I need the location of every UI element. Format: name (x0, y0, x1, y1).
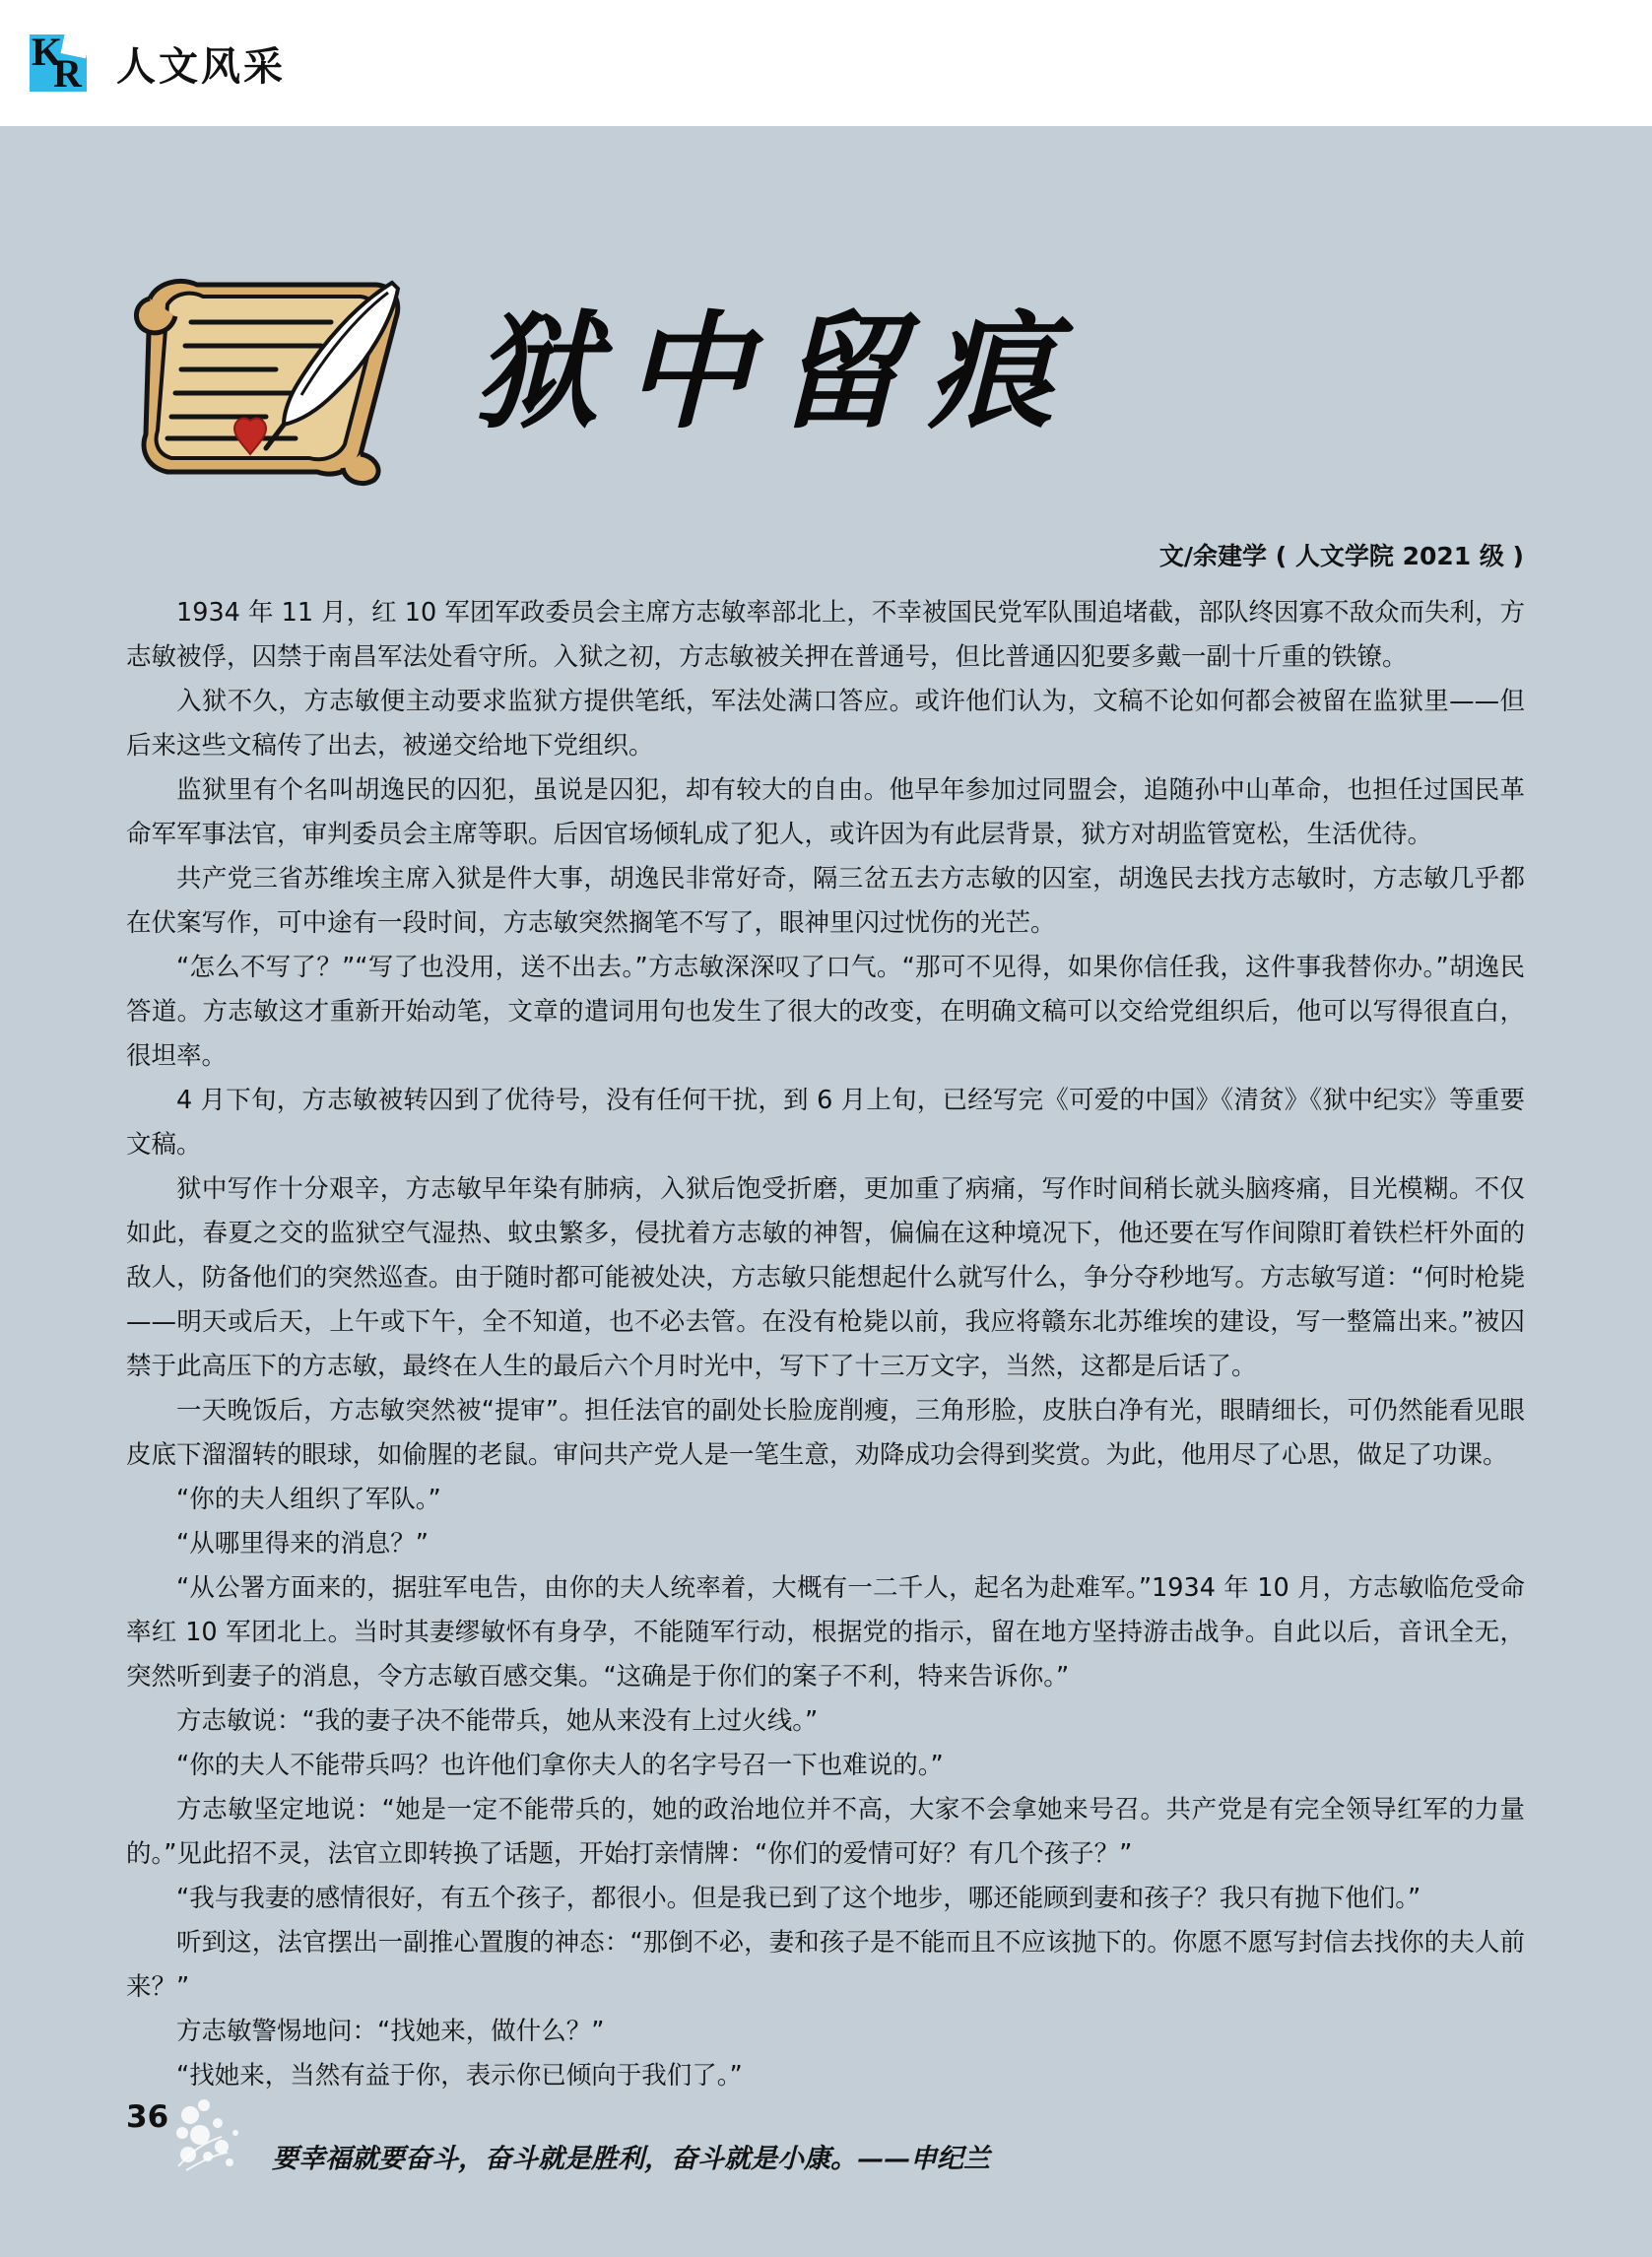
paragraph: 狱中写作十分艰辛，方志敏早年染有肺病，入狱后饱受折磨，更加重了病痛，写作时间稍长就头脑疼痛，目光模糊。不仅如此，春夏之交的监狱空气湿热、蚊虫繁多，侵扰着方志敏的神智，偏偏在这种境况下，他还要在写作间隙盯着铁栏杆外面的敌人，防备他们的突然巡查。由于随时都可能被处决，方志敏只能想起什么就写什么，争分夺秒地写。方志敏写道：“何时枪毙——明天或后天，上午或下午，全不知道，也不必去管。在没有枪毙以前，我应将赣东北苏维埃的建设，写一整篇出来。”被囚禁于此高压下的方志敏，最终在人生的最后六个月时光中，写下了十三万文字，当然，这都是后话了。 (126, 1174, 1525, 1381)
article-body (126, 591, 1525, 2098)
footer-quote: 要幸福就要奋斗，奋斗就是胜利，奋斗就是小康。——申纪兰 (272, 2144, 990, 2174)
paragraph: “你的夫人组织了军队。” (176, 1485, 441, 1514)
paragraph: 监狱里有个名叫胡逸民的囚犯，虽说是囚犯，却有较大的自由。他早年参加过同盟会，追随孙中山革命，也担任过国民革命军军事法官，审判委员会主席等职。后因官场倾轧成了犯人，或许因为有此层背景，狱方对胡监管宽松，生活优待。 (126, 775, 1525, 849)
paragraph: “我与我妻的感情很好，有五个孩子，都很小。但是我已到了这个地步，哪还能顾到妻和孩子？我只有抛下他们。” (176, 1884, 1421, 1913)
paragraph: 方志敏说：“我的妻子决不能带兵，她从来没有上过火线。” (176, 1706, 819, 1736)
paragraph: 听到这，法官摆出一副推心置腹的神态：“那倒不必，妻和孩子是不能而且不应该抛下的。你愿不愿写封信去找你的夫人前来？” (126, 1928, 1525, 2002)
page-title: 狱中留痕 (473, 299, 1081, 446)
floral-ornament-icon (170, 2093, 255, 2178)
page-header (0, 0, 1652, 126)
paragraph: 方志敏坚定地说：“她是一定不能带兵的，她的政治地位并不高，大家不会拿她来号召。共产党是有完全领导红军的力量的。”见此招不灵，法官立即转换了话题，开始打亲情牌：“你们的爱情可好？有几个孩子？” (126, 1795, 1525, 1869)
article-byline: 文/余建学 ( 人文学院 2021 级 ) (1158, 542, 1524, 570)
article-title-block (128, 261, 1527, 498)
paragraph: “你的夫人不能带兵吗？也许他们拿你夫人的名字号召一下也难说的。” (176, 1751, 944, 1780)
paragraph: “怎么不写了？”“写了也没用，送不出去。”方志敏深深叹了口气。“那可不见得，如果你信任我，这件事我替你办。”胡逸民答道。方志敏这才重新开始动笔，文章的遣词用句也发生了很大的改变，在明确文稿可以交给党组织后，他可以写得很直白，很坦率。 (126, 953, 1525, 1071)
paragraph: 入狱不久，方志敏便主动要求监狱方提供笔纸，军法处满口答应。或许他们认为，文稿不论如何都会被留在监狱里——但后来这些文稿传了出去，被递交给地下党组织。 (126, 687, 1525, 761)
scroll-and-quill-icon (128, 261, 433, 488)
section-title: 人文风采 (116, 43, 286, 90)
paragraph: “从哪里得来的消息？” (176, 1529, 429, 1559)
paragraph: 共产党三省苏维埃主席入狱是件大事，胡逸民非常好奇，隔三岔五去方志敏的囚室，胡逸民去找方志敏时，方志敏几乎都在伏案写作，可中途有一段时间，方志敏突然搁笔不写了，眼神里闪过忧伤的光芒。 (126, 864, 1525, 938)
logo-letter-k: K (32, 30, 63, 74)
page-footer (126, 2099, 1525, 2188)
paragraph: “找她来，当然有益于你，表示你已倾向于我们了。” (176, 2061, 743, 2091)
paragraph: 一天晚饭后，方志敏突然被“提审”。担任法官的副处长脸庞削瘦，三角形脸，皮肤白净有光，眼睛细长，可仍然能看见眼皮底下溜溜转的眼球，如偷腥的老鼠。审问共产党人是一笔生意，劝降成功会得到奖赏。为此，他用尽了心思，做足了功课。 (126, 1396, 1525, 1470)
logo-letter-r: R (53, 51, 82, 96)
paragraph: 方志敏警惕地问：“找她来，做什么？” (176, 2017, 605, 2046)
paragraph: 1934 年 11 月，红 10 军团军政委员会主席方志敏率部北上，不幸被国民党军队围追堵截，部队终因寡不敌众而失利，方志敏被俘，囚禁于南昌军法处看守所。入狱之初，方志敏被关押在普通号，但比普通囚犯要多戴一副十斤重的铁镣。 (126, 598, 1525, 672)
paragraph: “从公署方面来的，据驻军电告，由你的夫人统率着，大概有一二千人，起名为赴难军。”1934 年 10 月，方志敏临危受命率红 10 军团北上。当时其妻缪敏怀有身孕，不能随军行动，根据党的指示，留在地方坚持游击战争。自此以后，音讯全无，突然听到妻子的消息，令方志敏百感交集。“这确是于你们的案子不利，特来告诉你。” (126, 1573, 1525, 1692)
kr-logo-icon (24, 31, 89, 96)
page-number: 36 (126, 2099, 169, 2135)
paragraph: 4 月下旬，方志敏被转囚到了优待号，没有任何干扰，到 6 月上旬，已经写完《可爱的中国》《清贫》《狱中纪实》等重要文稿。 (126, 1086, 1525, 1160)
